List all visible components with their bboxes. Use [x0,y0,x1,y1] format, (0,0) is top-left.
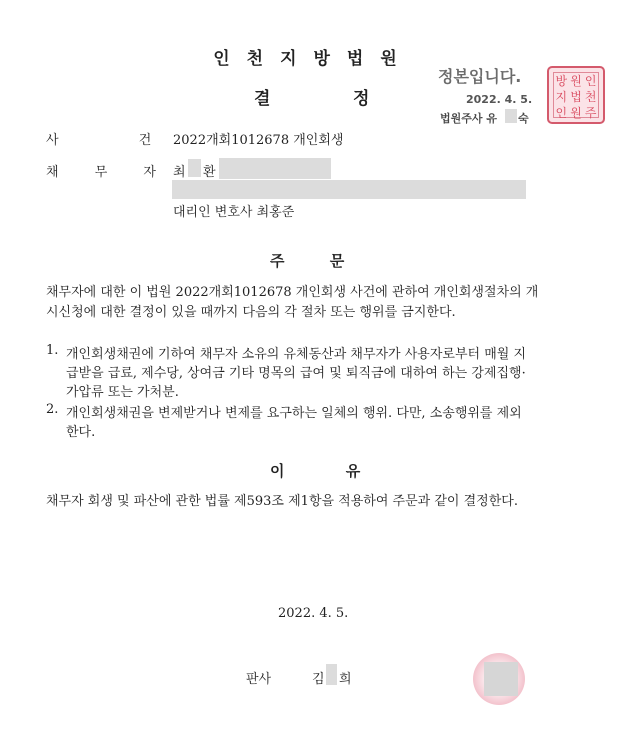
case-value: 2022개회1012678 개인회생 [173,133,344,148]
judge-name-end: 희 [339,672,352,687]
redaction-block [326,664,337,685]
seal-char: 원 [570,74,582,88]
seal-char: 인 [555,106,568,120]
court-name: 인천지방법원 [213,49,414,69]
order-intro-line-1: 채무자에 대한 이 법원 2022개회1012678 개인회생 사건에 관하여 개인회생절차의 개 [46,285,539,300]
seal-char: 법 [570,90,582,104]
debtor-label: 채 무 자 [46,165,172,180]
agent-line: 대리인 변호사 최홍준 [173,205,295,220]
case-label: 사 건 [46,133,190,148]
seal-char: 천 [584,90,597,104]
debtor-name-end: 환 [203,165,216,180]
reason-heading: 이 유 [270,462,361,480]
order-item-1-line-2: 급받을 급료, 제수당, 상여금 기타 명목의 급여 및 퇴직금에 대하여 하는 강제집행· [66,366,526,381]
reason-text: 채무자 회생 및 파산에 관한 법률 제593조 제1항을 적용하여 주문과 같이 결정한다. [46,494,518,509]
order-item-1-number: 1. [46,343,59,358]
order-item-1-line-3: 가압류 또는 가처분. [66,385,179,400]
court-seal [547,66,605,124]
redaction-block [505,109,517,123]
order-item-2-line-2: 한다. [66,425,96,440]
redaction-block [484,662,518,696]
order-heading: 주 문 [270,252,345,270]
order-item-1-line-1: 개인회생채권에 기하여 채무자 소유의 유체동산과 채무자가 사용자로부터 매월 지 [66,347,527,362]
seal-char: 지 [555,90,568,104]
stamp-date: 2022. 4. 5. [466,93,533,106]
seal-char: 원 [570,106,582,120]
decision-date: 2022. 4. 5. [278,606,349,621]
seal-char: 방 [555,74,568,88]
stamp-title: 정본입니다. [438,67,522,86]
court-seal-grid [553,72,599,118]
stamp-clerk-start: 법원주사 유 [440,112,497,125]
stamp-clerk-end: 숙 [518,112,529,125]
redaction-block [219,158,331,179]
order-item-2-number: 2. [46,402,59,417]
seal-char: 주 [584,106,597,120]
debtor-name-start: 최 [173,165,186,180]
order-item-2-line-1: 개인회생채권을 변제받거나 변제를 요구하는 일체의 행위. 다만, 소송행위를 제외 [66,406,522,421]
doc-type-char-1: 결 [254,89,271,109]
judge-label: 판사 [246,672,272,687]
redaction-block [188,159,201,177]
order-intro-line-2: 시신청에 대한 결정이 있을 때까지 다음의 각 절차 또는 행위를 금지한다. [46,305,456,320]
judge-name-start: 김 [312,672,325,687]
doc-type-char-2: 정 [353,89,370,109]
seal-char: 인 [584,74,597,88]
redaction-block [172,180,526,199]
